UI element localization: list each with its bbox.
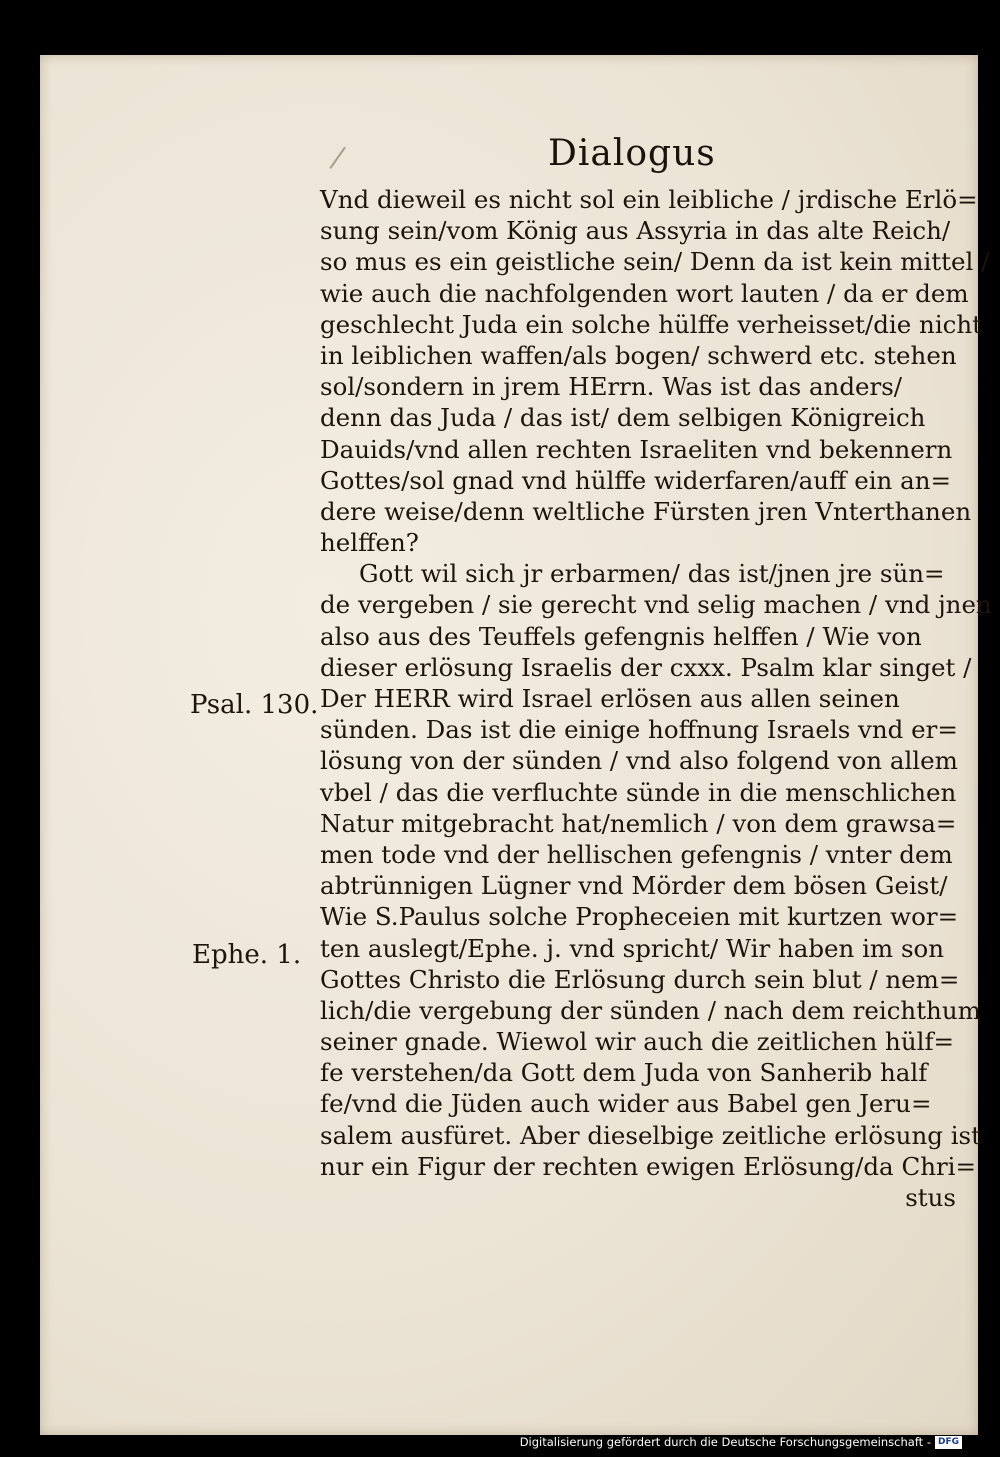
text-line: men tode vnd der hellischen gefengnis / vnter dem [320, 839, 953, 869]
margin-note-psalm: Psal. 130. [190, 690, 319, 720]
text-line: salem ausfüret. Aber dieselbige zeitliche erlösung ist [320, 1120, 981, 1150]
text-line: also aus des Teuffels gefengnis helffen / Wie von [320, 621, 922, 651]
text-line: so mus es ein geistliche sein/ Denn da ist kein mittel / [320, 247, 990, 277]
text-line: dieser erlösung Israelis der cxxx. Psalm klar singet / [320, 652, 972, 682]
text-line: denn das Juda / das ist/ dem selbigen Königreich [320, 403, 926, 433]
text-line: Gottes Christo die Erlösung durch sein blut / nem= [320, 964, 960, 994]
digitization-credit [520, 1435, 962, 1449]
text-line: fe verstehen/da Gott dem Juda von Sanherib half [320, 1058, 928, 1088]
text-line: Vnd dieweil es nicht sol ein leibliche / jrdische Erlö= [320, 185, 978, 214]
text-line: geschlecht Juda ein solche hülffe verheisset/die nicht [320, 309, 983, 339]
text-line: lich/die vergebung der sünden / nach dem reichthum [320, 995, 981, 1025]
text-line: ten auslegt/Ephe. j. vnd spricht/ Wir haben im son [320, 933, 945, 963]
text-line: Wie S.Paulus solche Propheceien mit kurtzen wor= [320, 902, 959, 932]
body-text [320, 184, 992, 1213]
text-line: Gott wil sich jr erbarmen/ das ist/jnen jre sün= [320, 559, 945, 589]
text-line: dere weise/denn weltliche Fürsten jren Vnterthanen [320, 496, 972, 526]
text-line: nur ein Figur der rechten ewigen Erlösung/da Chri= [320, 1151, 977, 1181]
text-line: vbel / das die verfluchte sünde in die menschlichen [320, 777, 957, 807]
text-line: Gottes/sol gnad vnd hülffe widerfaren/auff ein an= [320, 465, 952, 495]
catchword: stus [905, 1183, 956, 1212]
text-line: seiner gnade. Wiewol wir auch die zeitlichen hülf= [320, 1027, 955, 1057]
text-line: fe/vnd die Jüden auch wider aus Babel gen Jeru= [320, 1089, 932, 1119]
text-line: abtrünnigen Lügner vnd Mörder dem bösen Geist/ [320, 871, 948, 901]
page-title: Dialogus [548, 133, 716, 174]
text-line: wie auch die nachfolgenden wort lauten / da er dem [320, 278, 969, 308]
text-line: Der HERR wird Israel erlösen aus allen seinen [320, 684, 900, 713]
text-line: Dauids/vnd allen rechten Israeliten vnd bekennern [320, 434, 953, 464]
text-line: in leiblichen waffen/als bogen/ schwerd etc. stehen [320, 340, 957, 370]
text-line: de vergeben / sie gerecht vnd selig machen / vnd jnen [320, 590, 992, 620]
text-line: Natur mitgebracht hat/nemlich / von dem grawsa= [320, 808, 957, 838]
text-line: sünden. Das ist die einige hoffnung Israels vnd er= [320, 715, 958, 745]
credit-text: Digitalisierung gefördert durch die Deutsche Forschungsgemeinschaft - [519, 1435, 931, 1449]
text-line: sol/sondern in jrem HErrn. Was ist das anders/ [320, 372, 903, 402]
dfg-logo: DFG [935, 1436, 962, 1449]
text-line: helffen? [320, 528, 419, 558]
text-line: lösung von der sünden / vnd also folgend von allem [320, 746, 958, 776]
ink-mark [329, 147, 360, 180]
text-line: sung sein/vom König aus Assyria in das alte Reich/ [320, 216, 951, 246]
margin-note-ephesians: Ephe. 1. [192, 940, 302, 970]
